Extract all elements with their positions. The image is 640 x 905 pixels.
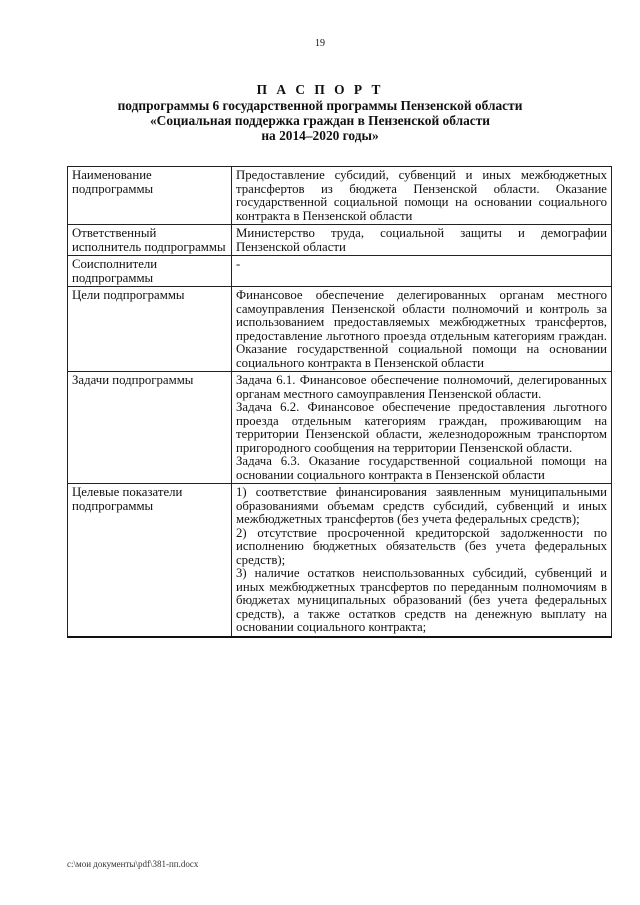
content-paragraph: 2) отсутствие просроченной кредиторской задолженности по исполнению бюджетных обязательств (без учета федеральных средств);: [236, 525, 607, 567]
content-paragraph: 3) наличие остатков неиспользованных субсидий, субвенций и иных межбюджетных трансфертов по переданным полномочиям в бюджетах муниципальных образований (без учета федеральных средств), а также остатков средств на денежную выплату на основании социального контракта;: [236, 566, 607, 634]
heading-line-3: на 2014–2020 годы»: [261, 128, 379, 143]
table-row: [68, 372, 612, 484]
row-content: [232, 225, 612, 256]
row-content: [232, 484, 612, 637]
row-label: Цели подпрограммы: [68, 287, 232, 372]
file-path-footer: c:\мои документы\pdf\381-пп.docx: [67, 859, 199, 869]
row-content: [232, 372, 612, 484]
document-heading: [0, 82, 640, 143]
row-label: Наименование подпрограммы: [68, 167, 232, 225]
table-row: [68, 256, 612, 287]
heading-line-1: подпрограммы 6 государственной программы Пензенской области: [117, 98, 523, 113]
passport-table: [67, 166, 612, 638]
heading-line-2: «Социальная поддержка граждан в Пензенской области: [149, 113, 491, 128]
row-content: [232, 256, 612, 287]
row-label: Задачи подпрограммы: [68, 372, 232, 484]
row-label: Соисполнители подпрограммы: [68, 256, 232, 287]
row-content: [232, 287, 612, 372]
content-paragraph: -: [236, 257, 241, 271]
row-content: [232, 167, 612, 225]
table-row: [68, 484, 612, 637]
table-row: [68, 225, 612, 256]
content-paragraph: Предоставление субсидий, субвенций и иных межбюджетных трансфертов из бюджета Пензенской области. Оказание государственной социальной помощи на основании социального контракта в Пензенской области: [236, 168, 607, 223]
table-row: [68, 167, 612, 225]
row-label: Целевые показатели подпрограммы: [68, 484, 232, 637]
content-paragraph: Министерство труда, социальной защиты и демографии Пензенской области: [236, 226, 607, 254]
content-paragraph: Задача 6.2. Финансовое обеспечение предоставления льготного проезда отдельным категориям граждан, проживающим на территории Пензенской области, железнодорожным транспортом пригородного сообщения на территории Пензенской области.: [236, 400, 607, 455]
content-paragraph: 1) соответствие финансирования заявленным муниципальными образованиями объемам средств субсидий, субвенций и иных межбюджетных трансфертов (без учета федеральных средств);: [236, 485, 607, 526]
content-paragraph: Задача 6.1. Финансовое обеспечение полномочий, делегированных органам местного самоуправления Пензенской области.: [236, 373, 607, 401]
row-label: Ответственный исполнитель подпрограммы: [68, 225, 232, 256]
page-number: 19: [315, 38, 325, 49]
content-paragraph: Задача 6.3. Оказание государственной социальной помощи на основании социального контракта в Пензенской области: [236, 454, 607, 482]
heading-title: П А С П О Р Т: [256, 82, 384, 97]
table-row: [68, 287, 612, 372]
content-paragraph: Финансовое обеспечение делегированных органам местного самоуправления Пензенской области полномочий и контроль за использованием предоставляемых межбюджетных трансфертов, предоставление льготного проезда отдельным категориям граждан. Оказание государственной социальной помощи на основании социального контракта в Пензенской области: [236, 288, 607, 370]
